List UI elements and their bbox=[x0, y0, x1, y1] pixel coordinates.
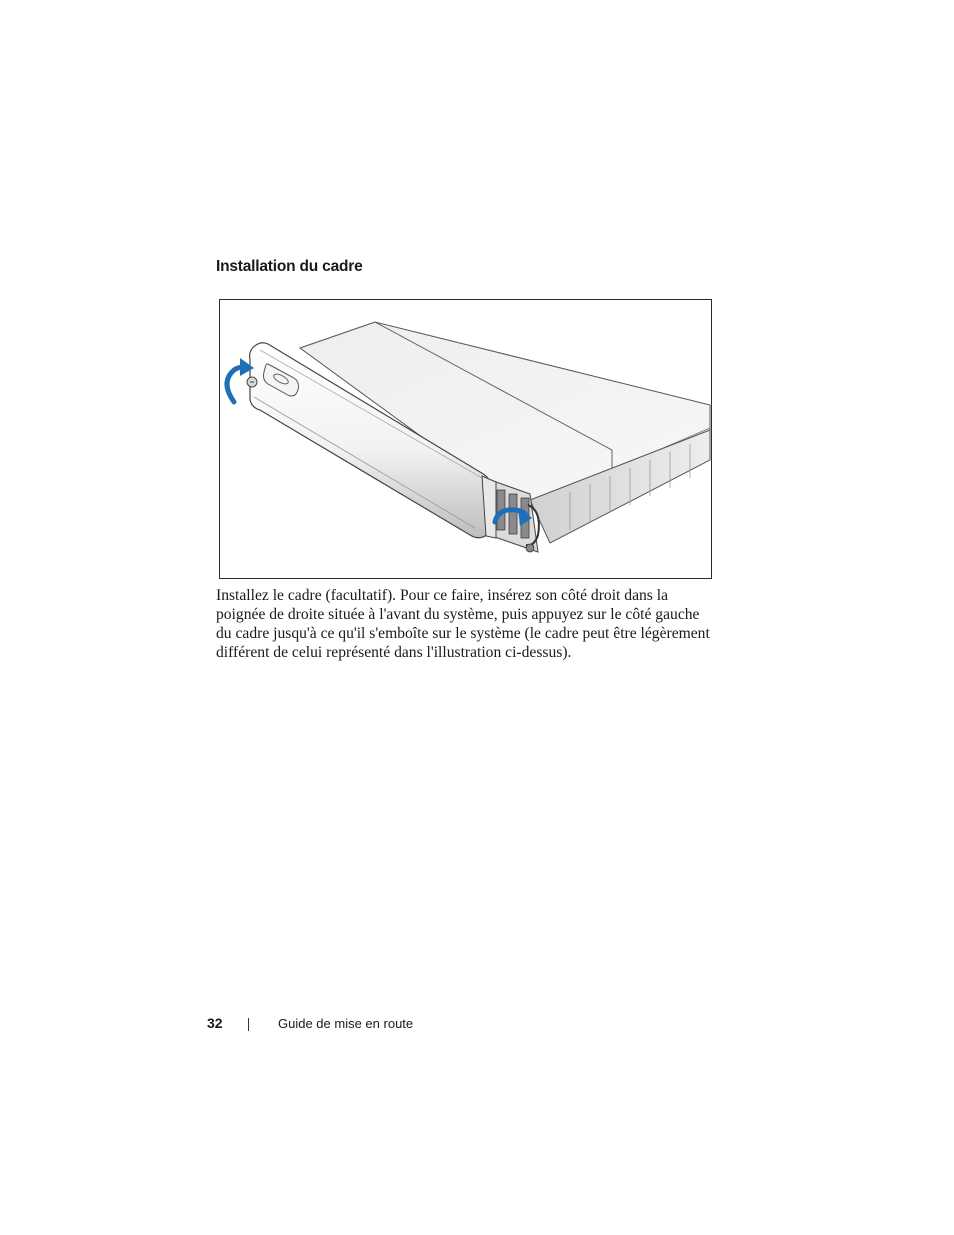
footer-divider bbox=[248, 1018, 249, 1031]
section-heading: Installation du cadre bbox=[216, 258, 363, 275]
guide-title: Guide de mise en route bbox=[278, 1016, 414, 1031]
page-footer bbox=[0, 1015, 954, 1035]
instruction-paragraph: Installez le cadre (facultatif). Pour ce faire, insérez son côté droit dans la poignée de droite située à l'avant du système, puis appuyez sur le côté gauche du cadre jusqu'à ce qu'il s'emboîte sur le système (le cadre peut être légèrement différent de celui représenté dans l'illustration ci-dessus). bbox=[216, 587, 710, 661]
lock-icon bbox=[247, 377, 257, 387]
bezel-installation-figure bbox=[219, 299, 712, 579]
page-number: 32 bbox=[207, 1015, 223, 1031]
